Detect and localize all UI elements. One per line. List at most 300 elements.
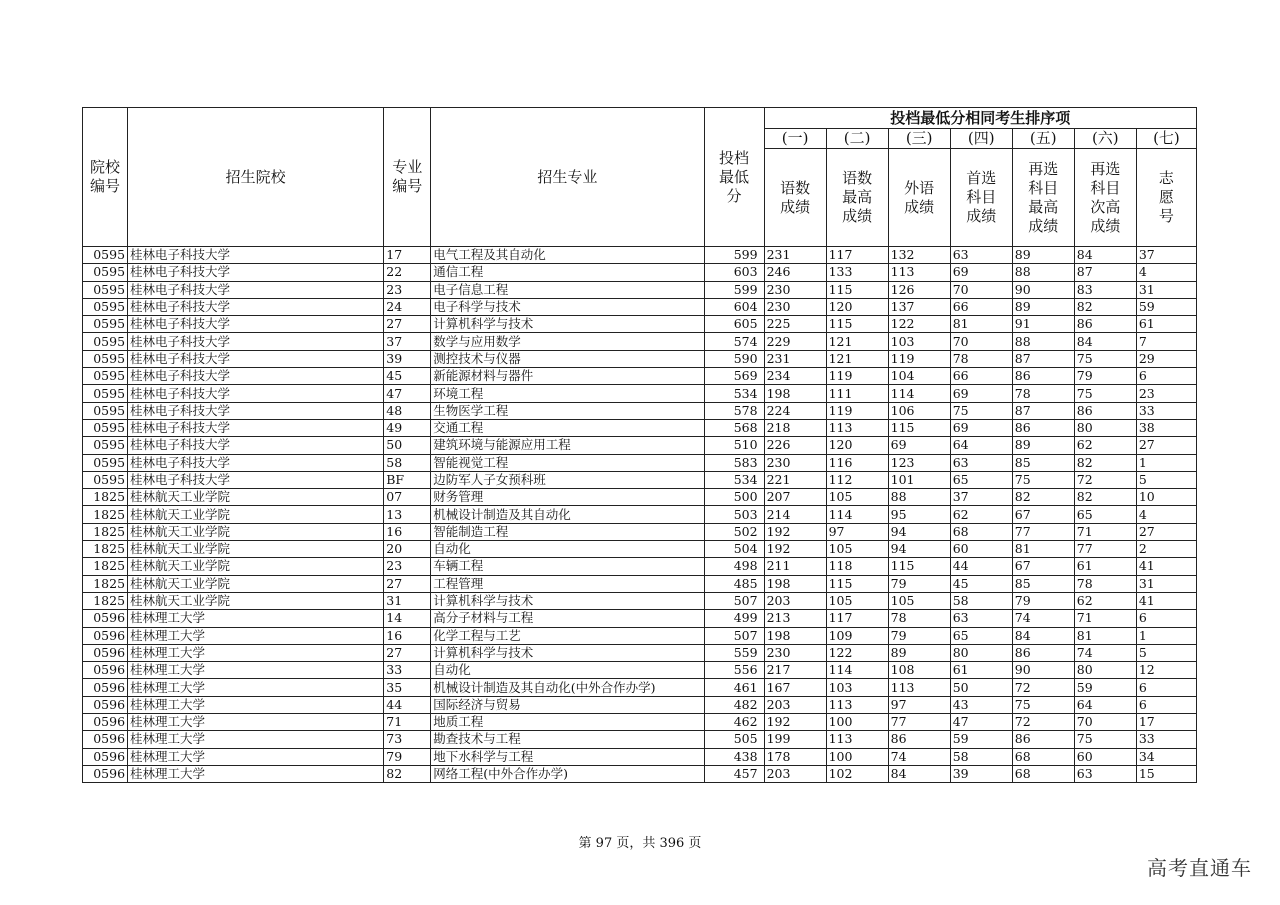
cell-major-code: 14 [384,610,431,627]
cell-school-name: 桂林航天工业学院 [128,558,384,575]
cell-score-5: 82 [1012,489,1074,506]
table-row [83,714,1197,731]
cell-score-1: 246 [764,264,826,281]
header-order-7: (七) [1136,129,1196,149]
cell-score-6: 84 [1074,247,1136,264]
cell-score-3: 94 [888,523,950,540]
cell-score-5: 72 [1012,714,1074,731]
cell-score-7: 6 [1136,679,1196,696]
cell-major-code: 27 [384,575,431,592]
table-row [83,298,1197,315]
cell-score-1: 198 [764,385,826,402]
cell-score-4: 61 [950,662,1012,679]
cell-score-3: 89 [888,644,950,661]
cell-score-7: 10 [1136,489,1196,506]
cell-score-7: 38 [1136,419,1196,436]
watermark-text: 高考直通车 [1147,856,1252,880]
cell-school-code: 0595 [83,316,128,333]
cell-score-5: 85 [1012,575,1074,592]
cell-min-score: 500 [704,489,764,506]
cell-score-2: 111 [826,385,888,402]
cell-min-score: 503 [704,506,764,523]
cell-score-1: 199 [764,731,826,748]
cell-score-4: 69 [950,419,1012,436]
cell-score-6: 75 [1074,350,1136,367]
cell-score-3: 105 [888,592,950,609]
cell-score-2: 109 [826,627,888,644]
cell-score-7: 1 [1136,627,1196,644]
cell-score-5: 86 [1012,644,1074,661]
cell-score-1: 214 [764,506,826,523]
table-row [83,489,1197,506]
cell-score-4: 70 [950,333,1012,350]
header-sub-1: 语数 成绩 [764,149,826,247]
cell-score-3: 113 [888,264,950,281]
table-row [83,471,1197,488]
cell-major-code: 23 [384,558,431,575]
cell-score-4: 47 [950,714,1012,731]
cell-score-1: 192 [764,523,826,540]
cell-score-4: 50 [950,679,1012,696]
cell-min-score: 461 [704,679,764,696]
cell-score-1: 213 [764,610,826,627]
table-row [83,506,1197,523]
cell-score-1: 231 [764,350,826,367]
cell-school-code: 0596 [83,765,128,782]
cell-score-2: 116 [826,454,888,471]
cell-score-6: 74 [1074,644,1136,661]
cell-score-1: 225 [764,316,826,333]
cell-score-2: 118 [826,558,888,575]
cell-score-5: 67 [1012,558,1074,575]
header-school-name: 招生院校 [128,108,384,247]
cell-school-code: 1825 [83,523,128,540]
cell-school-name: 桂林航天工业学院 [128,506,384,523]
cell-score-3: 126 [888,281,950,298]
cell-major-name: 化学工程与工艺 [431,627,704,644]
cell-school-code: 1825 [83,506,128,523]
cell-score-4: 63 [950,247,1012,264]
cell-school-name: 桂林电子科技大学 [128,368,384,385]
cell-min-score: 599 [704,281,764,298]
cell-score-2: 105 [826,592,888,609]
cell-score-7: 41 [1136,558,1196,575]
cell-score-5: 86 [1012,368,1074,385]
cell-score-3: 84 [888,765,950,782]
header-order-6: (六) [1074,129,1136,149]
cell-score-6: 75 [1074,731,1136,748]
cell-school-code: 1825 [83,541,128,558]
cell-school-name: 桂林电子科技大学 [128,419,384,436]
cell-score-2: 113 [826,419,888,436]
cell-major-name: 勘查技术与工程 [431,731,704,748]
table-row [83,575,1197,592]
cell-min-score: 604 [704,298,764,315]
cell-score-7: 17 [1136,714,1196,731]
cell-score-1: 230 [764,454,826,471]
cell-score-1: 221 [764,471,826,488]
cell-score-2: 105 [826,541,888,558]
cell-score-3: 119 [888,350,950,367]
cell-score-5: 88 [1012,264,1074,281]
cell-min-score: 590 [704,350,764,367]
cell-score-6: 63 [1074,765,1136,782]
cell-min-score: 603 [704,264,764,281]
cell-school-name: 桂林航天工业学院 [128,489,384,506]
cell-major-code: 07 [384,489,431,506]
cell-score-1: 218 [764,419,826,436]
cell-min-score: 485 [704,575,764,592]
table-row [83,662,1197,679]
cell-score-5: 89 [1012,298,1074,315]
cell-school-code: 0595 [83,385,128,402]
table-row [83,402,1197,419]
table-row [83,333,1197,350]
cell-school-code: 0595 [83,281,128,298]
cell-score-2: 103 [826,679,888,696]
cell-score-5: 81 [1012,541,1074,558]
header-sub-5: 再选 科目 最高 成绩 [1012,149,1074,247]
cell-school-name: 桂林航天工业学院 [128,541,384,558]
cell-score-2: 117 [826,610,888,627]
cell-score-6: 82 [1074,489,1136,506]
header-sub-4: 首选 科目 成绩 [950,149,1012,247]
cell-score-7: 6 [1136,696,1196,713]
cell-score-5: 75 [1012,696,1074,713]
cell-min-score: 438 [704,748,764,765]
cell-score-4: 64 [950,437,1012,454]
cell-min-score: 498 [704,558,764,575]
cell-score-2: 115 [826,281,888,298]
cell-score-5: 75 [1012,471,1074,488]
cell-score-1: 207 [764,489,826,506]
cell-min-score: 504 [704,541,764,558]
table-row [83,368,1197,385]
cell-score-6: 72 [1074,471,1136,488]
cell-score-2: 97 [826,523,888,540]
table-row [83,731,1197,748]
cell-score-5: 90 [1012,662,1074,679]
cell-score-3: 77 [888,714,950,731]
cell-score-5: 87 [1012,350,1074,367]
cell-score-2: 113 [826,696,888,713]
header-order-2: (二) [826,129,888,149]
cell-school-name: 桂林理工大学 [128,610,384,627]
cell-school-code: 0596 [83,696,128,713]
cell-score-6: 77 [1074,541,1136,558]
cell-school-name: 桂林理工大学 [128,662,384,679]
cell-score-2: 100 [826,714,888,731]
cell-score-3: 106 [888,402,950,419]
cell-score-4: 63 [950,610,1012,627]
cell-score-3: 86 [888,731,950,748]
cell-score-3: 79 [888,627,950,644]
cell-major-name: 边防军人子女预科班 [431,471,704,488]
cell-score-4: 58 [950,748,1012,765]
table-row [83,541,1197,558]
cell-score-2: 120 [826,298,888,315]
cell-score-5: 79 [1012,592,1074,609]
cell-score-1: 234 [764,368,826,385]
cell-score-4: 66 [950,298,1012,315]
cell-score-5: 85 [1012,454,1074,471]
cell-score-4: 65 [950,627,1012,644]
cell-major-name: 地质工程 [431,714,704,731]
cell-major-name: 通信工程 [431,264,704,281]
cell-score-2: 105 [826,489,888,506]
cell-score-2: 117 [826,247,888,264]
cell-score-5: 77 [1012,523,1074,540]
table-row [83,264,1197,281]
cell-score-4: 58 [950,592,1012,609]
cell-score-6: 80 [1074,662,1136,679]
header-sub-2: 语数 最高 成绩 [826,149,888,247]
cell-score-7: 4 [1136,506,1196,523]
cell-major-name: 机械设计制造及其自动化(中外合作办学) [431,679,704,696]
cell-score-5: 89 [1012,247,1074,264]
cell-score-5: 78 [1012,385,1074,402]
cell-score-7: 41 [1136,592,1196,609]
cell-score-4: 69 [950,385,1012,402]
cell-score-4: 75 [950,402,1012,419]
page-footer: 第 97 页，共 396 页 [578,836,702,851]
cell-school-name: 桂林电子科技大学 [128,281,384,298]
cell-major-name: 智能制造工程 [431,523,704,540]
table-row [83,696,1197,713]
cell-score-3: 74 [888,748,950,765]
cell-score-6: 62 [1074,437,1136,454]
cell-score-7: 5 [1136,644,1196,661]
cell-major-name: 测控技术与仪器 [431,350,704,367]
cell-major-code: 16 [384,627,431,644]
cell-min-score: 482 [704,696,764,713]
cell-score-6: 62 [1074,592,1136,609]
cell-major-name: 高分子材料与工程 [431,610,704,627]
header-school-code: 院校 编号 [83,108,128,247]
cell-school-code: 0596 [83,610,128,627]
cell-min-score: 569 [704,368,764,385]
cell-score-5: 67 [1012,506,1074,523]
cell-major-code: 22 [384,264,431,281]
cell-score-2: 100 [826,748,888,765]
cell-min-score: 462 [704,714,764,731]
header-order-3: (三) [888,129,950,149]
table-row [83,523,1197,540]
cell-score-3: 108 [888,662,950,679]
cell-score-7: 33 [1136,731,1196,748]
cell-school-code: 0595 [83,350,128,367]
cell-score-2: 115 [826,575,888,592]
table-row [83,350,1197,367]
cell-major-code: 58 [384,454,431,471]
cell-score-5: 68 [1012,765,1074,782]
cell-score-6: 81 [1074,627,1136,644]
table-row [83,454,1197,471]
cell-major-name: 电子信息工程 [431,281,704,298]
cell-min-score: 583 [704,454,764,471]
cell-score-7: 37 [1136,247,1196,264]
cell-score-1: 230 [764,644,826,661]
cell-major-name: 地下水科学与工程 [431,748,704,765]
cell-major-code: 37 [384,333,431,350]
cell-score-6: 64 [1074,696,1136,713]
table-row [83,419,1197,436]
cell-school-name: 桂林电子科技大学 [128,454,384,471]
cell-score-2: 114 [826,506,888,523]
cell-school-name: 桂林电子科技大学 [128,471,384,488]
cell-score-2: 114 [826,662,888,679]
cell-min-score: 599 [704,247,764,264]
cell-score-6: 61 [1074,558,1136,575]
cell-score-1: 192 [764,541,826,558]
cell-score-7: 6 [1136,610,1196,627]
cell-major-code: 17 [384,247,431,264]
cell-major-name: 机械设计制造及其自动化 [431,506,704,523]
cell-school-name: 桂林航天工业学院 [128,575,384,592]
cell-score-1: 224 [764,402,826,419]
cell-major-code: 50 [384,437,431,454]
cell-score-3: 94 [888,541,950,558]
cell-major-name: 生物医学工程 [431,402,704,419]
cell-score-3: 113 [888,679,950,696]
cell-score-6: 84 [1074,333,1136,350]
cell-school-name: 桂林理工大学 [128,731,384,748]
cell-major-code: 39 [384,350,431,367]
cell-score-2: 119 [826,368,888,385]
cell-score-2: 121 [826,350,888,367]
cell-score-1: 203 [764,592,826,609]
cell-school-code: 0595 [83,264,128,281]
header-major-name: 招生专业 [431,108,704,247]
cell-score-5: 72 [1012,679,1074,696]
cell-major-code: 20 [384,541,431,558]
cell-school-code: 0595 [83,454,128,471]
cell-score-6: 71 [1074,610,1136,627]
cell-score-4: 37 [950,489,1012,506]
table-row [83,627,1197,644]
cell-school-name: 桂林航天工业学院 [128,523,384,540]
table-row [83,748,1197,765]
cell-score-6: 65 [1074,506,1136,523]
cell-min-score: 534 [704,471,764,488]
cell-score-2: 120 [826,437,888,454]
cell-score-7: 6 [1136,368,1196,385]
cell-score-2: 102 [826,765,888,782]
cell-score-1: 217 [764,662,826,679]
cell-score-5: 86 [1012,731,1074,748]
cell-school-name: 桂林航天工业学院 [128,592,384,609]
table-row [83,281,1197,298]
cell-score-7: 5 [1136,471,1196,488]
cell-major-code: 48 [384,402,431,419]
cell-major-code: 24 [384,298,431,315]
cell-min-score: 568 [704,419,764,436]
cell-score-1: 230 [764,298,826,315]
cell-score-3: 88 [888,489,950,506]
cell-school-code: 1825 [83,575,128,592]
cell-major-code: BF [384,471,431,488]
cell-score-4: 80 [950,644,1012,661]
header-major-code: 专业 编号 [384,108,431,247]
cell-score-7: 1 [1136,454,1196,471]
cell-score-1: 226 [764,437,826,454]
cell-school-name: 桂林电子科技大学 [128,385,384,402]
cell-major-name: 自动化 [431,662,704,679]
cell-major-code: 31 [384,592,431,609]
table-row [83,765,1197,782]
cell-score-1: 198 [764,627,826,644]
cell-score-5: 68 [1012,748,1074,765]
cell-score-4: 63 [950,454,1012,471]
cell-major-name: 交通工程 [431,419,704,436]
cell-school-code: 1825 [83,558,128,575]
cell-score-3: 115 [888,558,950,575]
cell-score-6: 71 [1074,523,1136,540]
cell-score-6: 80 [1074,419,1136,436]
table-row [83,679,1197,696]
cell-school-name: 桂林理工大学 [128,765,384,782]
cell-major-name: 电气工程及其自动化 [431,247,704,264]
cell-score-1: 229 [764,333,826,350]
cell-major-name: 国际经济与贸易 [431,696,704,713]
cell-score-1: 203 [764,765,826,782]
cell-major-code: 82 [384,765,431,782]
cell-score-1: 211 [764,558,826,575]
cell-school-code: 0595 [83,333,128,350]
cell-min-score: 502 [704,523,764,540]
cell-score-5: 87 [1012,402,1074,419]
cell-score-7: 4 [1136,264,1196,281]
cell-school-name: 桂林理工大学 [128,679,384,696]
cell-major-name: 数学与应用数学 [431,333,704,350]
cell-major-code: 13 [384,506,431,523]
cell-score-7: 15 [1136,765,1196,782]
cell-score-5: 86 [1012,419,1074,436]
cell-score-2: 122 [826,644,888,661]
cell-school-code: 0595 [83,471,128,488]
cell-score-3: 79 [888,575,950,592]
cell-score-6: 75 [1074,385,1136,402]
cell-major-name: 新能源材料与器件 [431,368,704,385]
cell-score-2: 112 [826,471,888,488]
cell-score-3: 78 [888,610,950,627]
cell-score-5: 84 [1012,627,1074,644]
cell-score-5: 89 [1012,437,1074,454]
cell-score-6: 82 [1074,298,1136,315]
cell-score-3: 122 [888,316,950,333]
cell-min-score: 578 [704,402,764,419]
cell-score-4: 81 [950,316,1012,333]
cell-major-name: 自动化 [431,541,704,558]
cell-min-score: 507 [704,592,764,609]
cell-school-code: 0596 [83,731,128,748]
cell-school-code: 0596 [83,627,128,644]
cell-score-6: 60 [1074,748,1136,765]
table-row [83,316,1197,333]
cell-score-4: 68 [950,523,1012,540]
cell-school-name: 桂林电子科技大学 [128,316,384,333]
cell-major-code: 79 [384,748,431,765]
cell-school-name: 桂林电子科技大学 [128,402,384,419]
table-row [83,644,1197,661]
cell-score-6: 59 [1074,679,1136,696]
cell-school-code: 0596 [83,714,128,731]
table-row [83,437,1197,454]
cell-score-7: 12 [1136,662,1196,679]
cell-school-code: 1825 [83,592,128,609]
cell-major-name: 工程管理 [431,575,704,592]
cell-major-code: 33 [384,662,431,679]
